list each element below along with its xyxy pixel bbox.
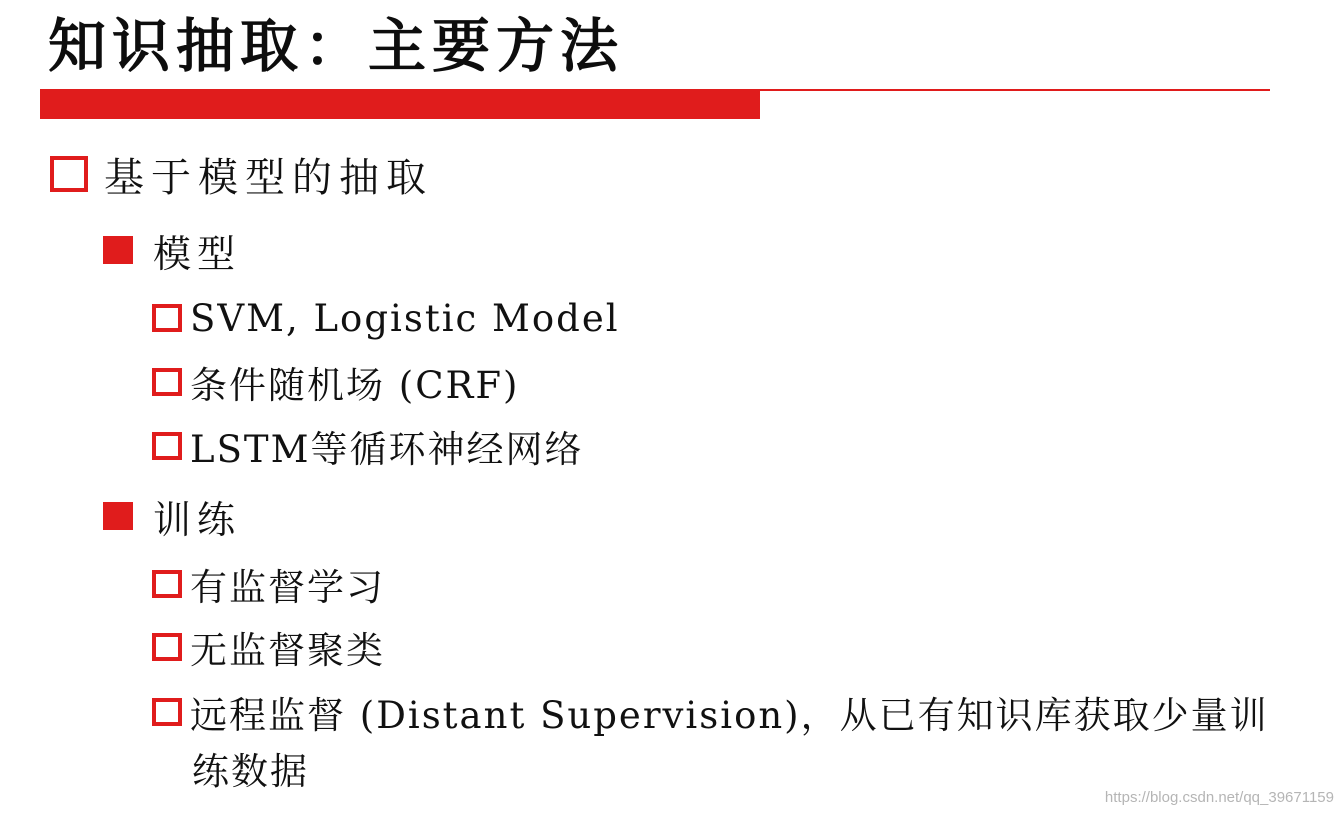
- bullet-item-unsupervised: [152, 625, 385, 672]
- bullet-text-continuation: 练数据: [192, 750, 309, 793]
- filled-square-bullet-icon: [103, 236, 133, 264]
- bullet-text: 有监督学习: [190, 566, 385, 609]
- hollow-square-bullet-icon: [152, 570, 182, 598]
- bullet-text: 无监督聚类: [190, 629, 385, 672]
- bullet-item-model-based-extraction: [50, 152, 433, 201]
- bullet-item-model: [103, 228, 242, 276]
- hollow-square-bullet-icon: [152, 633, 182, 661]
- bullet-text: 训练: [153, 497, 242, 542]
- title-accent-bar: [40, 89, 760, 119]
- bullet-text: LSTM等循环神经网络: [190, 428, 584, 471]
- bullet-text: SVM, Logistic Model: [190, 296, 620, 340]
- hollow-square-bullet-icon: [152, 304, 182, 332]
- bullet-item-continuation: [192, 746, 309, 793]
- bullet-item-supervised: [152, 562, 385, 609]
- bullet-item-crf: [152, 360, 520, 407]
- hollow-square-bullet-icon: [152, 432, 182, 460]
- hollow-square-bullet-icon: [50, 156, 88, 192]
- bullet-item-distant-supervision: [152, 690, 1269, 737]
- watermark: https://blog.csdn.net/qq_39671159: [1104, 789, 1334, 806]
- hollow-square-bullet-icon: [152, 698, 182, 726]
- bullet-text: 基于模型的抽取: [104, 154, 433, 201]
- bullet-item-svm: [152, 296, 620, 340]
- hollow-square-bullet-icon: [152, 368, 182, 396]
- bullet-text: 模型: [153, 231, 242, 276]
- title-underline: [760, 89, 1270, 91]
- slide-title: 知识抽取：主要方法: [48, 12, 625, 80]
- bullet-item-training: [103, 494, 242, 542]
- bullet-item-lstm: [152, 424, 584, 471]
- bullet-text: 远程监督 (Distant Supervision)，从已有知识库获取少量训: [190, 694, 1269, 737]
- bullet-text: 条件随机场 (CRF): [190, 364, 520, 407]
- filled-square-bullet-icon: [103, 502, 133, 530]
